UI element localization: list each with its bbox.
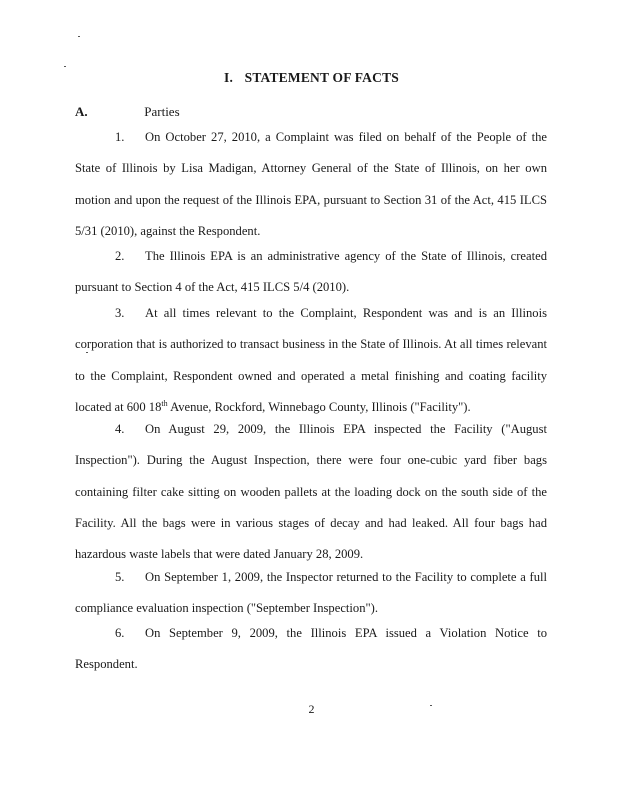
paragraph-number: 6. — [115, 626, 125, 640]
paragraph-text-continued: Avenue, Rockford, Winnebago County, Illinois ("Facility"). — [167, 399, 471, 414]
paragraph-6 — [75, 618, 547, 681]
heading-number: I. — [224, 70, 234, 85]
paragraph-2 — [75, 241, 547, 304]
scan-speck — [78, 36, 80, 37]
paragraph-text: The Illinois EPA is an administrative agency of the State of Illinois, created pursuant to Section 4 of the Act, 415 ILCS 5/4 (2010). — [75, 249, 547, 295]
paragraph-3 — [75, 298, 547, 423]
paragraph-text: At all times relevant to the Complaint, Respondent was and is an Illinois corporation that is authorized to transact business in the State of Illinois. At all times relevant to the Complaint, Respondent owned and operated a metal finishing and coating facility located at 600 18 — [75, 306, 547, 414]
paragraph-text: On August 29, 2009, the Illinois EPA inspected the Facility ("August Inspection"). During the August Inspection, there were four one-cubic yard fiber bags containing filter cake sitting on wooden pallets at the loading dock on the south side of the Facility. All the bags were in various stages of decay and had leaked. All four bags had hazardous waste labels that were dated January 28, 2009. — [75, 422, 547, 562]
statement-heading — [0, 70, 623, 86]
heading-title: STATEMENT OF FACTS — [244, 70, 399, 85]
paragraph-text: On September 1, 2009, the Inspector returned to the Facility to complete a full compliance evaluation inspection ("September Inspection"). — [75, 570, 547, 616]
section-title: Parties — [144, 104, 180, 119]
paragraph-4 — [75, 414, 547, 570]
scan-speck — [430, 705, 432, 706]
paragraph-5 — [75, 562, 547, 625]
paragraph-text: On October 27, 2010, a Complaint was filed on behalf of the People of the State of Illinois by Lisa Madigan, Attorney General of the State of Illinois, on her own motion and upon the request of the Illinois EPA, pursuant to Section 31 of the Act, 415 ILCS 5/31 (2010), against the Respondent. — [75, 130, 547, 238]
paragraph-number: 3. — [115, 306, 125, 320]
paragraph-number: 2. — [115, 249, 125, 263]
scan-speck — [86, 352, 88, 353]
paragraph-1 — [75, 122, 547, 247]
ordinal-suffix: th — [161, 398, 168, 408]
paragraph-text: On September 9, 2009, the Illinois EPA issued a Violation Notice to Respondent. — [75, 626, 547, 672]
paragraph-number: 1. — [115, 130, 125, 144]
paragraph-number: 4. — [115, 422, 125, 436]
section-letter: A. — [75, 104, 88, 119]
scan-speck — [64, 66, 66, 67]
section-heading — [75, 104, 180, 120]
page-number: 2 — [308, 702, 315, 716]
paragraph-number: 5. — [115, 570, 125, 584]
